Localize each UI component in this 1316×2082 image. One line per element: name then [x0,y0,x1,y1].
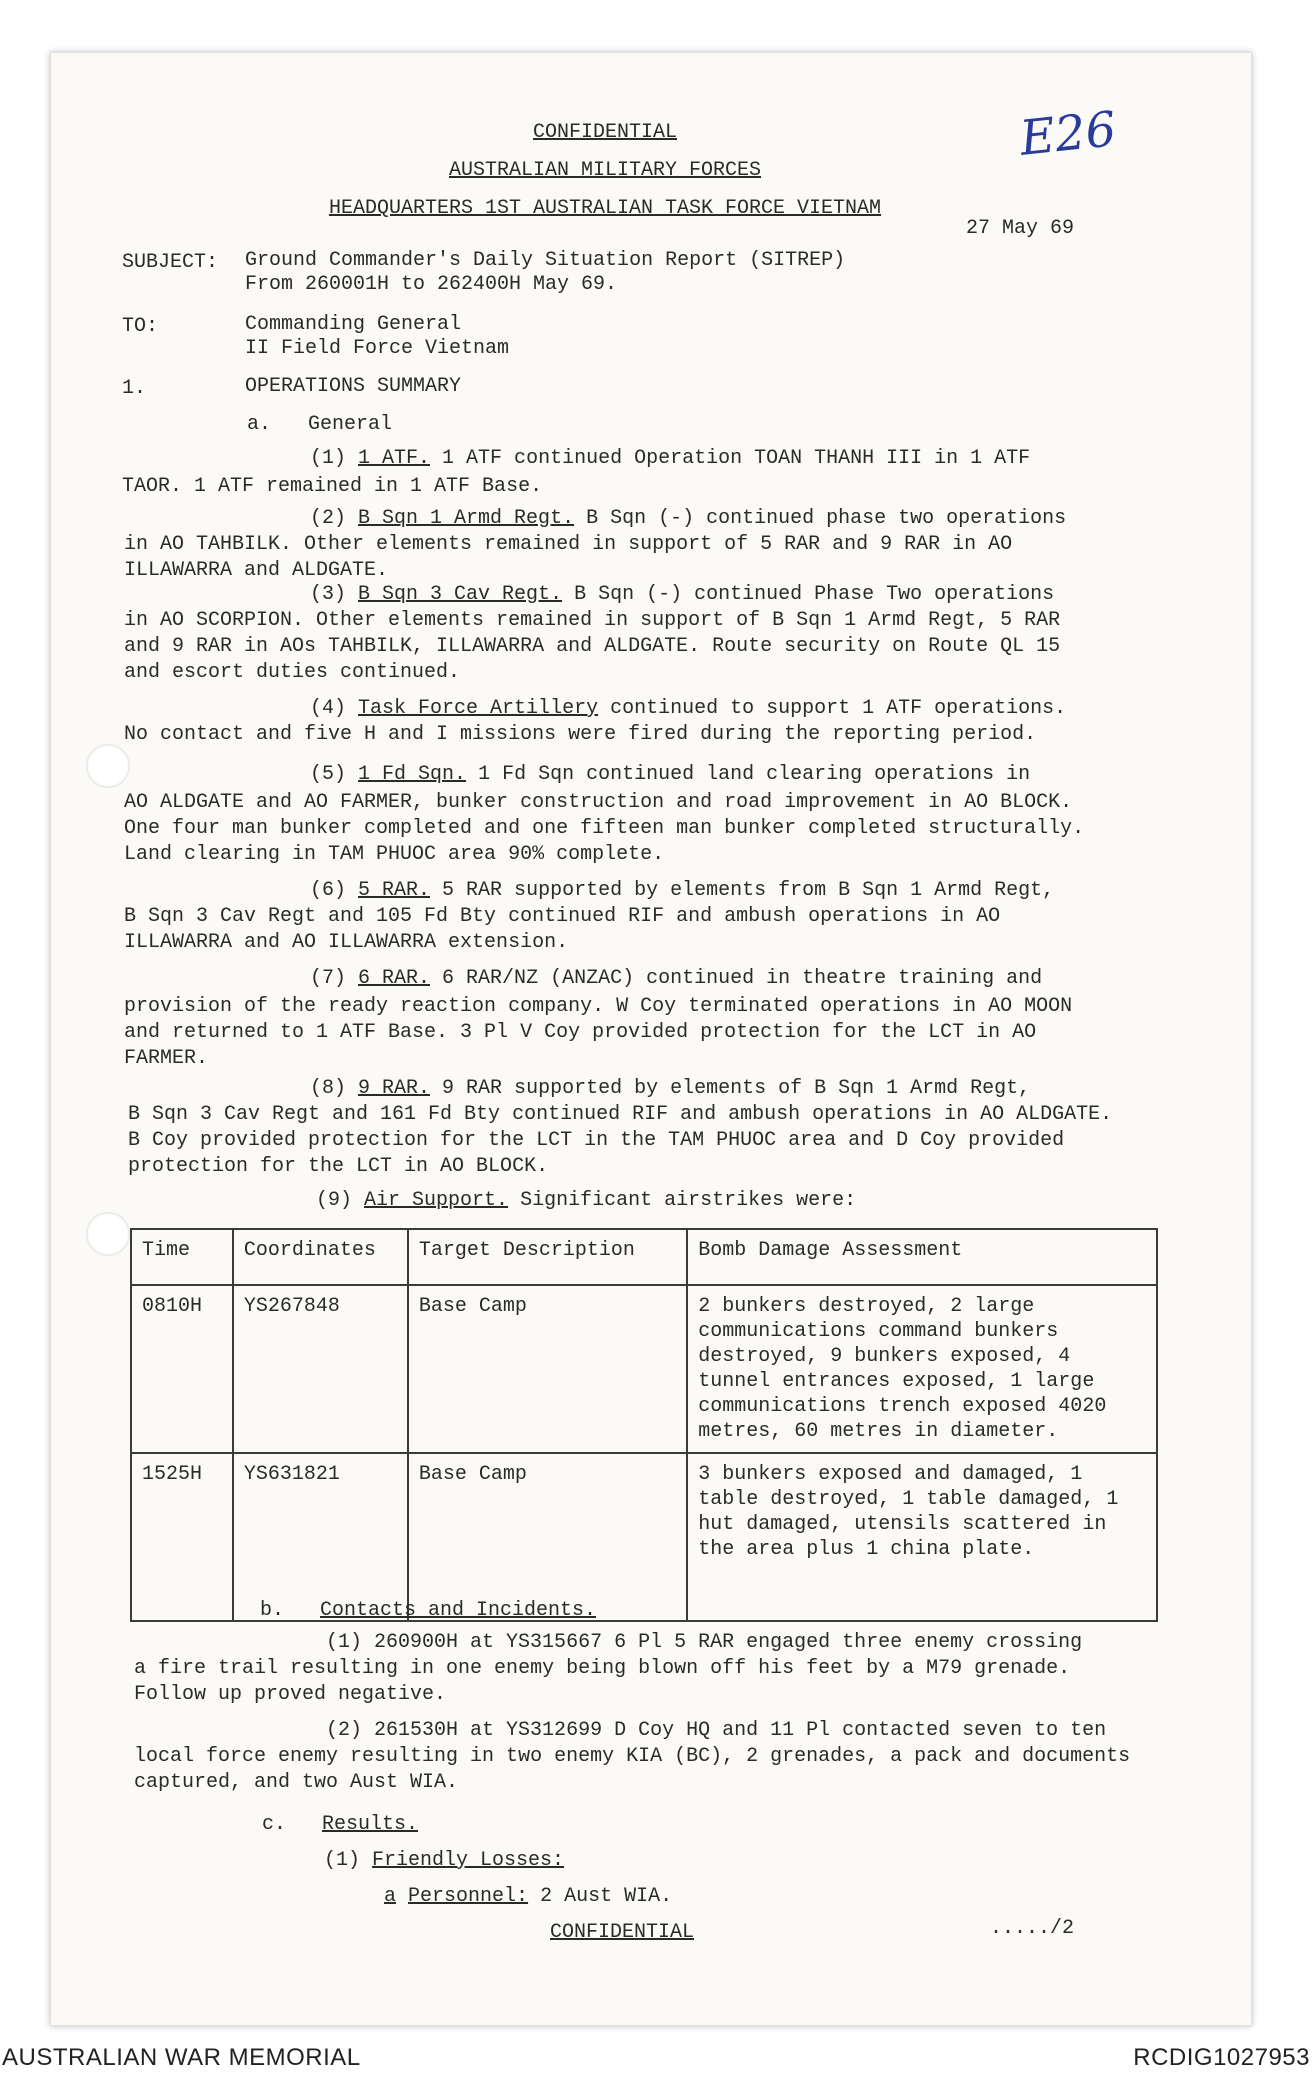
continued-marker: ...../2 [990,1917,1075,1940]
contact-2: (2) 261530H at YS312699 D Coy HQ and 11 Pl contacted seven to ten [326,1719,1107,1742]
cell-time: 0810H [131,1285,233,1453]
para-8: (8) 9 RAR. 9 RAR supported by elements of B Sqn 1 Armd Regt, [310,1077,1031,1100]
para-7: (7) 6 RAR. 6 RAR/NZ (ANZAC) continued in theatre training and [310,967,1043,990]
para-line: ILLAWARRA and ALDGATE. [124,559,389,582]
classification-header: CONFIDENTIAL [532,121,678,144]
para-line: One four man bunker completed and one fifteen man bunker completed structurally. [124,817,1085,840]
punch-hole [86,1212,130,1256]
classification-footer: CONFIDENTIAL [550,1921,695,1944]
para-line: protection for the LCT in AO BLOCK. [128,1155,549,1178]
para-5: (5) 1 Fd Sqn. 1 Fd Sqn continued land clearing operations in [310,763,1031,786]
section-number: 1. [122,377,147,400]
document-date: 27 May 69 [966,217,1075,240]
para-line: No contact and five H and I missions were fired during the reporting period. [124,723,1037,746]
column-header: Target Description [408,1229,687,1285]
para-2: (2) B Sqn 1 Armd Regt. B Sqn (-) continued phase two operations [310,507,1067,530]
airstrike-table [130,1228,1158,1622]
para-line: and returned to 1 ATF Base. 3 Pl V Coy provided protection for the LCT in AO [124,1021,1037,1044]
results-subitem: a Personnel: 2 Aust WIA. [384,1885,673,1908]
para-line: FARMER. [124,1047,209,1070]
cell-time: 1525H [131,1453,233,1621]
para-line: B Sqn 3 Cav Regt and 105 Fd Bty continued RIF and ambush operations in AO [124,905,1001,928]
column-header: Bomb Damage Assessment [687,1229,1157,1285]
cell-bda: 3 bunkers exposed and damaged, 1 table destroyed, 1 table damaged, 1 hut damaged, utensils scattered in the area plus 1 china plate. [687,1453,1157,1621]
column-header: Coordinates [233,1229,408,1285]
forces-header: AUSTRALIAN MILITARY FORCES [448,159,762,182]
archive-reference: RCDIG1027953 [1133,2044,1310,2071]
subsection-title: Contacts and Incidents. [320,1599,597,1622]
para-line: AO ALDGATE and AO FARMER, bunker construction and road improvement in AO BLOCK. [124,791,1073,814]
subsection-label: a. [247,413,272,436]
column-header: Time [131,1229,233,1285]
para-line: captured, and two Aust WIA. [134,1771,459,1794]
subject-line: From 260001H to 262400H May 69. [245,273,618,296]
para-6: (6) 5 RAR. 5 RAR supported by elements from B Sqn 1 Armd Regt, [310,879,1055,902]
archive-caption: AUSTRALIAN WAR MEMORIAL [2,2044,361,2071]
para-line: TAOR. 1 ATF remained in 1 ATF Base. [122,475,543,498]
para-line: and 9 RAR in AOs TAHBILK, ILLAWARRA and ALDGATE. Route security on Route QL 15 [124,635,1061,658]
para-line: B Sqn 3 Cav Regt and 161 Fd Bty continued RIF and ambush operations in AO ALDGATE. [128,1103,1113,1126]
hq-header: HEADQUARTERS 1ST AUSTRALIAN TASK FORCE VIETNAM [328,197,882,220]
cell-target: Base Camp [408,1285,687,1453]
cell-coordinates: YS267848 [233,1285,408,1453]
subsection-label: c. [262,1813,287,1836]
cell-coordinates: YS631821 [233,1453,408,1621]
para-line: a fire trail resulting in one enemy being blown off his feet by a M79 grenade. [134,1657,1071,1680]
para-line: local force enemy resulting in two enemy KIA (BC), 2 grenades, a pack and documents [134,1745,1131,1768]
para-line: ILLAWARRA and AO ILLAWARRA extension. [124,931,569,954]
para-line: in AO SCORPION. Other elements remained in support of B Sqn 1 Armd Regt, 5 RAR [124,609,1061,632]
para-line: and escort duties continued. [124,661,461,684]
subsection-label: b. [260,1599,285,1622]
subject-label: SUBJECT: [122,251,219,274]
para-line: B Coy provided protection for the LCT in the TAM PHUOC area and D Coy provided [128,1129,1065,1152]
table-row [131,1285,1157,1453]
para-1: (1) 1 ATF. 1 ATF continued Operation TOAN THANH III in 1 ATF [310,447,1031,470]
para-line: Land clearing in TAM PHUOC area 90% complete. [124,843,665,866]
handwritten-annotation: E26 [1017,101,1119,167]
section-title: OPERATIONS SUMMARY [245,375,462,398]
punch-hole [86,744,130,788]
subsection-title: Results. [322,1813,419,1836]
para-9: (9) Air Support. Significant airstrikes were: [316,1189,857,1212]
para-3: (3) B Sqn 3 Cav Regt. B Sqn (-) continued Phase Two operations [310,583,1055,606]
to-line: II Field Force Vietnam [245,337,510,360]
para-line: in AO TAHBILK. Other elements remained in support of 5 RAR and 9 RAR in AO [124,533,1013,556]
table-row [131,1453,1157,1621]
subject-line: Ground Commander's Daily Situation Report (SITREP) [245,249,846,272]
table-header-row [131,1229,1157,1285]
cell-bda: 2 bunkers destroyed, 2 large communications command bunkers destroyed, 9 bunkers exposed, 4 tunnel entrances exposed, 1 large communications trench exposed 4020 metres, 60 metres in diameter. [687,1285,1157,1453]
cell-target: Base Camp [408,1453,687,1621]
results-item: (1) Friendly Losses: [324,1849,565,1872]
to-label: TO: [122,315,159,338]
para-4: (4) Task Force Artillery continued to support 1 ATF operations. [310,697,1067,720]
para-line: Follow up proved negative. [134,1683,447,1706]
contact-1: (1) 260900H at YS315667 6 Pl 5 RAR engaged three enemy crossing [326,1631,1083,1654]
subsection-title: General [308,413,393,436]
to-line: Commanding General [245,313,462,336]
para-line: provision of the ready reaction company. W Coy terminated operations in AO MOON [124,995,1073,1018]
